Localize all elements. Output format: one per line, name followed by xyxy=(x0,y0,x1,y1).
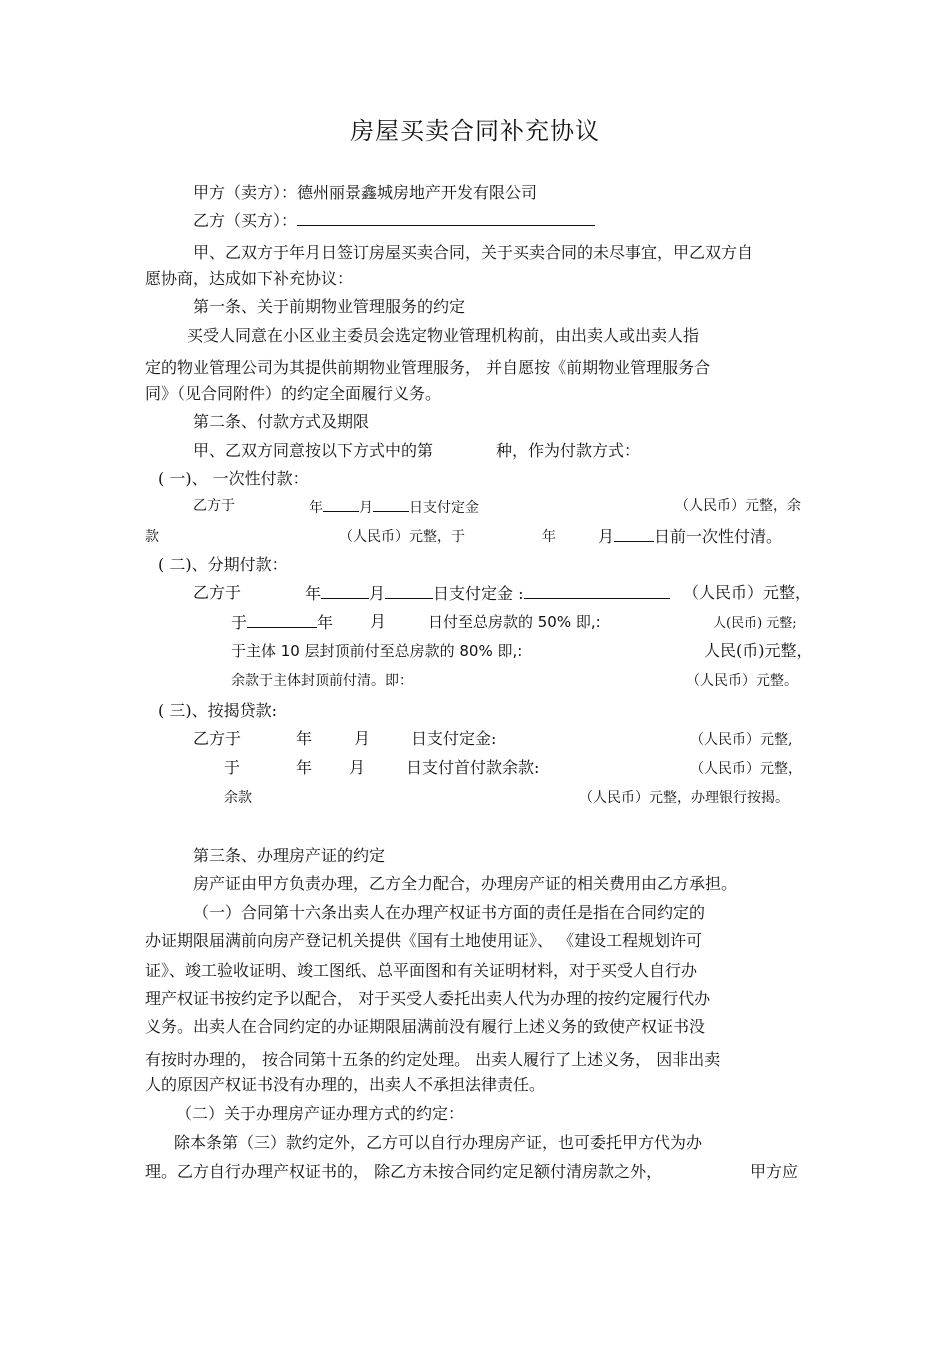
article-3-1-line-5: 义务。出卖人在合同约定的办证期限届满前没有履行上述义务的致使产权证书没 xyxy=(145,1017,706,1036)
p2-line2-e: 人(民币) 元整; xyxy=(713,616,797,631)
p2-month-blank xyxy=(385,583,433,599)
intro-line-2: 愿协商，达成如下补充协议： xyxy=(145,269,354,288)
p3-line2-b: 年 xyxy=(296,758,313,777)
p2-year-blank xyxy=(321,583,369,599)
p2-l2-year-blank xyxy=(247,612,317,628)
p3-line3-a: 余款 xyxy=(224,790,252,806)
p3-line3-b: （人民币）元整，办理银行按揭。 xyxy=(579,790,789,806)
article-3-1-line-1: （一）合同第十六条出卖人在办理产权证书方面的责任是指在合同约定的 xyxy=(193,903,706,922)
p2-deposit-label: 日支付定金 : xyxy=(433,584,524,603)
p2-year-label: 年 xyxy=(305,584,322,603)
p2-line4-a: 余款于主体封顶前付清。即： xyxy=(231,673,413,689)
p2-line3-a: 于主体 10 层封顶前付至总房款的 80% 即,: xyxy=(231,642,523,660)
p2-month-label: 月 xyxy=(369,584,386,603)
p2-line2-c: 月 xyxy=(370,612,387,631)
p2-l2-yu: 于 xyxy=(231,613,248,632)
p1-line1-a: 乙方于 xyxy=(193,498,235,514)
article-3-1-line-6: 有按时办理的， 按合同第十五条的约定处理。 出卖人履行了上述义务， 因非出卖 xyxy=(145,1050,721,1069)
p1-l2-month-label: 月 xyxy=(598,527,615,546)
p3-line1-c: 月 xyxy=(354,729,371,748)
article-1-line-2: 定的物业管理公司为其提供前期物业管理服务， 并自愿按《前期物业管理服务合 xyxy=(145,358,711,377)
p1-line2-b: （人民币）元整，于 xyxy=(339,529,465,545)
article-3-1-line-4: 理产权证书按约定予以配合， 对于买受人委托出卖人代为办理的按约定履行代办 xyxy=(145,989,711,1008)
article-3-2-title: （二）关于办理房产证办理方式的约定： xyxy=(176,1104,465,1123)
p3-line1-e: （人民币）元整, xyxy=(690,732,793,748)
article-2-title: 第二条、付款方式及期限 xyxy=(193,412,370,431)
party-a-line: 甲方（卖方）：德州丽景鑫城房地产开发有限公司 xyxy=(193,183,538,202)
party-b-blank xyxy=(297,210,595,226)
payment-option-3-title: ( 三)、按揭贷款: xyxy=(158,701,277,720)
article-3-2-line-2b: 甲方应 xyxy=(750,1162,799,1181)
p1-line2-a: 款 xyxy=(145,529,159,545)
p2-line2-d: 日付至总房款的 50% 即,: xyxy=(428,613,601,631)
p3-line2-a: 于 xyxy=(224,758,241,777)
article-3-1-line-2: 办证期限届满前向房产登记机关提供《国有土地使用证》、 《建设工程规划许可 xyxy=(145,931,703,950)
p2-line4-b: （人民币）元整。 xyxy=(686,673,798,689)
payment-option-2-title: ( 二)、分期付款： xyxy=(158,555,288,574)
p1-year-label: 年 xyxy=(309,500,323,516)
article-3-title: 第三条、办理房产证的约定 xyxy=(193,846,386,865)
article-3-2-line-1: 除本条第（三）款约定外，乙方可以自行办理房产证，也可委托甲方代为办 xyxy=(174,1133,703,1152)
article-3-2-line-2a: 理。乙方自行办理产权证书的， 除乙方未按合同约定足额付清房款之外， xyxy=(145,1162,663,1181)
p1-l2-day-blank xyxy=(614,526,654,542)
p1-deposit-label: 日支付定金 xyxy=(409,500,479,516)
p2-line1-date xyxy=(305,583,670,604)
p1-line2-month xyxy=(598,526,782,547)
p1-l2-end: 日前一次性付清。 xyxy=(654,527,783,546)
document-title: 房屋买卖合同补充协议 xyxy=(350,117,600,145)
p1-month-label: 月 xyxy=(359,500,373,516)
article-2-intro-a: 甲、乙双方同意按以下方式中的第 xyxy=(193,441,434,460)
article-3-1-line-7: 人的原因产权证书没有办理的，出卖人不承担法律责任。 xyxy=(145,1075,546,1094)
p2-line1-e: （人民币）元整， xyxy=(683,583,812,602)
intro-line-1: 甲、乙双方于年月日签订房屋买卖合同，关于买卖合同的未尽事宜，甲乙双方自 xyxy=(193,243,754,262)
p3-line1-a: 乙方于 xyxy=(193,729,242,748)
p3-line2-c: 月 xyxy=(349,758,366,777)
article-3-intro: 房产证由甲方负责办理，乙方全力配合，办理房产证的相关费用由乙方承担。 xyxy=(193,874,738,893)
article-1-title: 第一条、关于前期物业管理服务的约定 xyxy=(193,297,466,316)
p3-line2-e: （人民币）元整， xyxy=(690,761,802,777)
party-b-line xyxy=(193,210,595,231)
p1-line1-year xyxy=(309,496,479,518)
p3-line1-d: 日支付定金: xyxy=(411,729,497,748)
p2-line2-first xyxy=(231,612,333,633)
article-1-line-3: 同》（见合同附件）的约定全面履行义务。 xyxy=(145,384,442,403)
p2-line1-a: 乙方于 xyxy=(193,583,242,602)
p1-line2-c: 年 xyxy=(542,529,556,545)
article-3-1-line-3: 证》、竣工验收证明、竣工图纸、总平面图和有关证明材料，对于买受人自行办 xyxy=(145,961,698,980)
p3-line1-b: 年 xyxy=(296,729,313,748)
p2-l2-year: 年 xyxy=(317,613,334,632)
party-b-label: 乙方（买方）： xyxy=(193,211,298,230)
article-1-line-1: 买受人同意在小区业主委员会选定物业管理机构前，由出卖人或出卖人指 xyxy=(187,326,700,345)
p2-deposit-blank xyxy=(524,583,670,599)
p3-line2-d: 日支付首付款余款: xyxy=(406,758,540,777)
article-2-intro-b: 种，作为付款方式： xyxy=(496,441,641,460)
p1-month-blank xyxy=(373,496,409,512)
p2-line3-b: 人民(币)元整， xyxy=(704,641,813,660)
payment-option-1-title: ( 一)、 一次性付款： xyxy=(158,469,309,488)
p1-year-blank xyxy=(323,496,359,512)
p1-line1-e: （人民币）元整，余 xyxy=(675,498,801,514)
